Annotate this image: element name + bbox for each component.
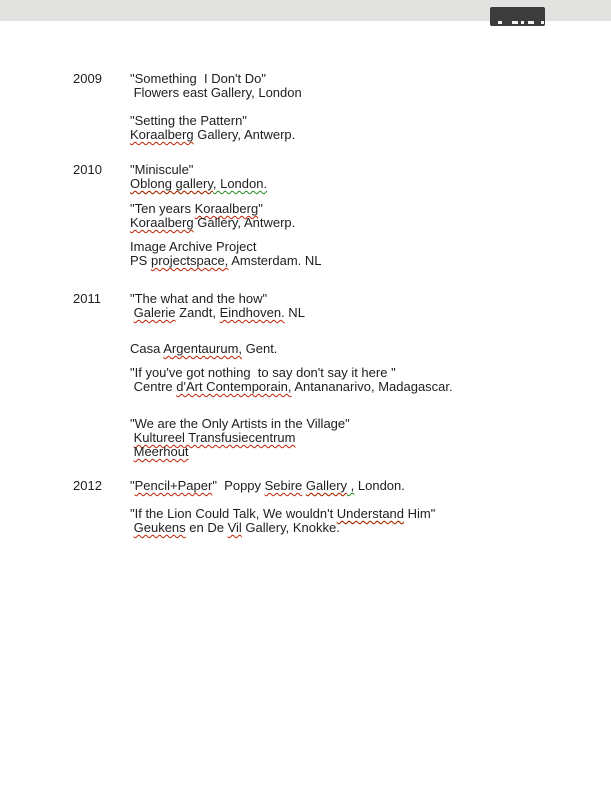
cv-line (130, 417, 350, 431)
text-segment: "Something I Don't Do" (130, 71, 266, 86)
text-segment: en De (185, 520, 228, 535)
text-segment: "We are the Only Artists in the Village" (130, 416, 350, 431)
cv-line (130, 163, 267, 177)
text-segment: Gallery, Knokke. (241, 520, 340, 535)
cv-line (130, 342, 277, 356)
misspelled-word: Meerhout (133, 444, 189, 459)
text-segment: "Setting the Pattern" (130, 113, 247, 128)
text-segment: " (258, 201, 263, 216)
misspelled-word: Koraalberg (194, 201, 259, 216)
text-segment: London. (354, 478, 405, 493)
cv-line (130, 254, 322, 268)
cv-line (130, 114, 295, 128)
cv-line (130, 521, 435, 535)
exhibition-entry (130, 163, 267, 191)
badge-mark (521, 21, 524, 24)
text-segment: Zandt, (175, 305, 220, 320)
text-segment: Gent. (242, 341, 278, 356)
exhibition-entry (130, 240, 322, 268)
cv-line (130, 380, 453, 394)
text-segment: "Ten years (130, 201, 195, 216)
year-label: 2009 (73, 71, 102, 86)
badge-mark (498, 21, 502, 24)
text-segment: Flowers east Gallery, London (130, 85, 302, 100)
misspelled-word: d'Art Contemporain, (176, 379, 292, 394)
text-segment: Him" (404, 506, 436, 521)
exhibition-entry (130, 202, 295, 230)
text-segment: Gallery, Antwerp. (193, 127, 296, 142)
text-segment: Gallery, Antwerp. (193, 215, 296, 230)
badge-mark (512, 21, 518, 24)
text-segment: Casa (130, 341, 164, 356)
cv-line (130, 202, 295, 216)
cv-line (130, 240, 322, 254)
exhibition-entry (130, 292, 305, 320)
year-label: 2011 (73, 291, 101, 306)
misspelled-word: projectspace, (150, 253, 229, 268)
cv-line (130, 445, 350, 459)
spellcheck-segment (130, 176, 213, 191)
spellcheck-segment (337, 506, 404, 521)
cv-line (130, 366, 453, 380)
badge-mark (541, 21, 544, 24)
text-segment: PS (130, 253, 151, 268)
text-segment: Amsterdam. NL (228, 253, 322, 268)
exhibition-entry (130, 114, 295, 142)
misspelled-word: Pencil+Paper (134, 478, 213, 493)
text-segment: "If the Lion Could Talk, We wouldn't (130, 506, 337, 521)
misspelled-word: Koraalberg (130, 127, 194, 142)
cv-line (130, 292, 305, 306)
misspelled-word: Argentaurum, (163, 341, 243, 356)
misspelled-word: Vil (227, 520, 242, 535)
cv-line (130, 216, 295, 230)
misspelled-word: Gallery (305, 478, 348, 493)
misspelled-word: Oblong gallery (130, 176, 213, 191)
cv-line (130, 128, 295, 142)
cv-line (130, 507, 435, 521)
misspelled-word: Understand (336, 506, 405, 521)
spellcheck-segment (306, 478, 347, 493)
text-segment: " (130, 478, 135, 493)
cv-line (130, 479, 405, 493)
exhibition-entry (130, 72, 302, 100)
overlay-badge[interactable] (490, 7, 545, 26)
text-segment: Antananarivo, Madagascar. (291, 379, 453, 394)
misspelled-word: Kultureel Transfusiecentrum (133, 430, 296, 445)
text-segment: "The what and the how" (130, 291, 268, 306)
cv-line (130, 72, 302, 86)
exhibition-entry (130, 507, 435, 535)
text-segment: "If you've got nothing to say don't say it here " (130, 365, 396, 380)
exhibition-entry (130, 366, 453, 394)
exhibition-entry (130, 417, 350, 459)
misspelled-word: Galerie (133, 305, 176, 320)
grammar-flagged-text: , London. (212, 176, 268, 191)
misspelled-word: Koraalberg (130, 215, 194, 230)
cv-line (130, 86, 302, 100)
cv-line (130, 177, 267, 191)
text-segment: NL (284, 305, 305, 320)
misspelled-word: Eindhoven. (219, 305, 285, 320)
cv-line (130, 306, 305, 320)
year-label: 2010 (73, 162, 102, 177)
misspelled-word: Sebire (264, 478, 303, 493)
misspelled-word: Geukens (133, 520, 186, 535)
text-segment: Image Archive Project (130, 239, 257, 254)
exhibition-entry (130, 342, 277, 356)
grammar-flagged-text: , (347, 478, 355, 493)
cv-line (130, 431, 350, 445)
text-segment: Centre (130, 379, 177, 394)
exhibition-entry (130, 479, 405, 493)
year-label: 2012 (73, 478, 102, 493)
text-segment: " Poppy (212, 478, 265, 493)
text-segment: "Miniscule" (130, 162, 194, 177)
badge-mark (528, 21, 534, 24)
